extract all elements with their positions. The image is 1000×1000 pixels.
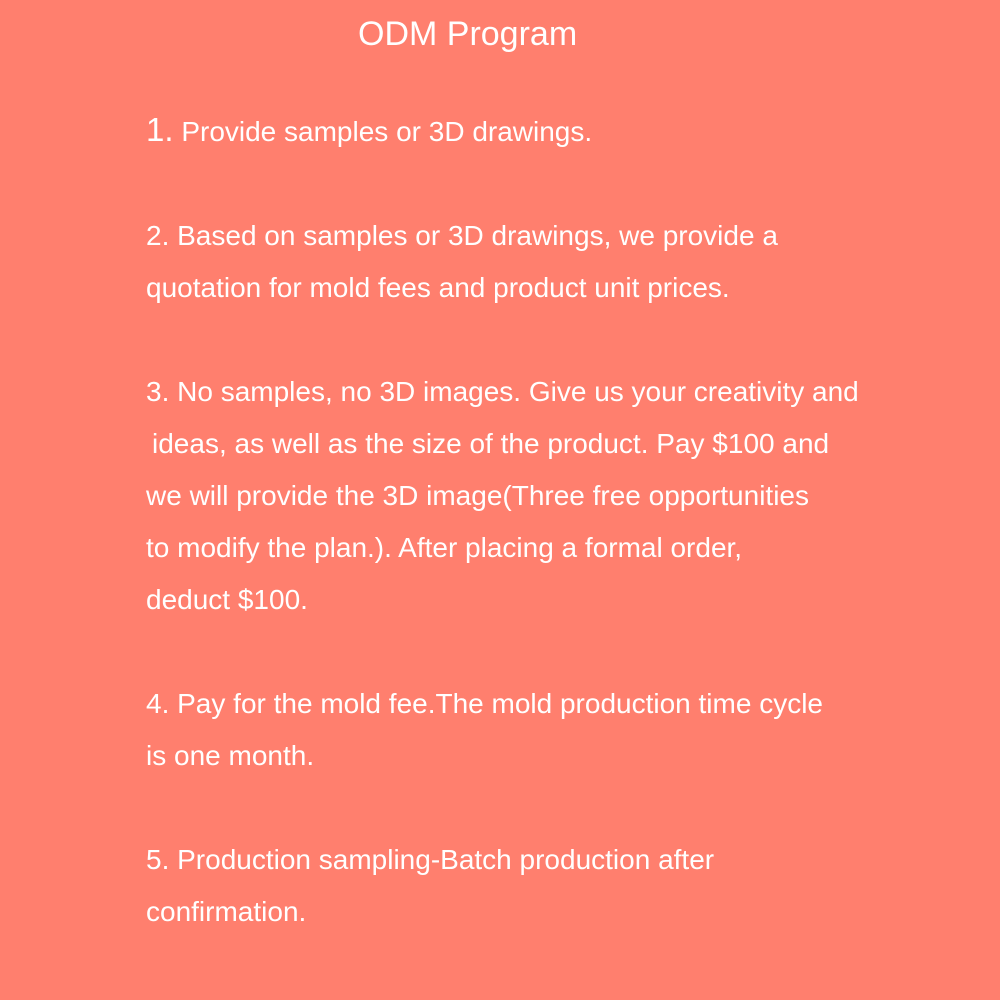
page-title: ODM Program [358,15,578,53]
steps-list [146,104,926,990]
step-2-line-2: quotation for mold fees and product unit prices. [146,272,730,303]
step-3-line-3: we will provide the 3D image(Three free opportunities [146,480,809,511]
step-4-line-2: is one month. [146,740,315,771]
step-1-number: 1. [146,111,174,148]
step-3-line-5: deduct $100. [146,584,308,615]
step-4-line-1: 4. Pay for the mold fee.The mold production time cycle [146,688,823,719]
step-2-line-1: 2. Based on samples or 3D drawings, we provide a [146,220,778,251]
step-4 [146,678,926,782]
step-5-line-1: 5. Production sampling-Batch production after [146,844,715,875]
step-1-line-1 [146,104,926,158]
step-5 [146,834,926,938]
step-1-text: Provide samples or 3D drawings. [181,116,593,147]
step-2 [146,210,926,314]
step-3-line-4: to modify the plan.). After placing a formal order, [146,532,743,563]
step-5-line-2: confirmation. [146,896,307,927]
step-1 [146,104,926,158]
step-3-line-1: 3. No samples, no 3D images. Give us your creativity and [146,376,859,407]
step-3-line-2: ideas, as well as the size of the product. Pay $100 and [152,428,830,459]
step-3 [146,366,926,626]
